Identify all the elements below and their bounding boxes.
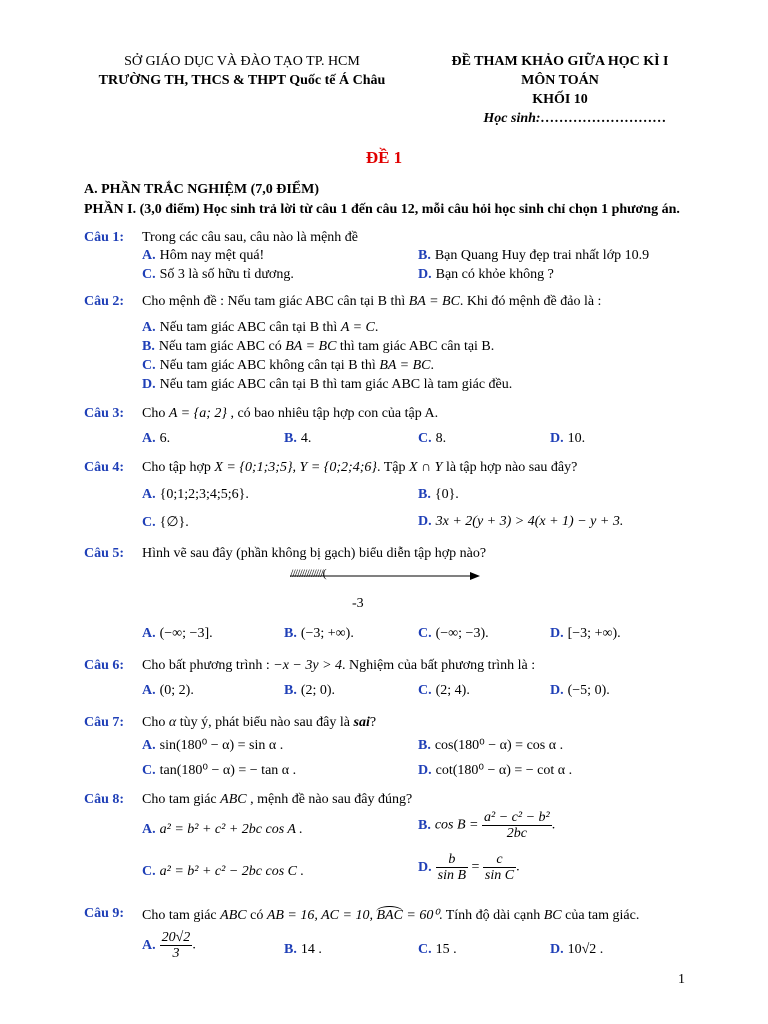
student-field: Học sinh:………………………	[483, 111, 667, 126]
fraction: $\frac{20√2}{3}$	[161, 930, 191, 961]
q9-option-b: B. 14 .	[284, 942, 322, 957]
q3-option-a: A. 6.	[142, 431, 171, 446]
q1-option-d: D. Bạn có khỏe không ?	[418, 267, 554, 282]
question-label: Câu 8:	[84, 792, 125, 807]
q1-option-a: A. Hôm nay mệt quá!	[142, 248, 265, 263]
q9-option-a: A. $\frac{20√2}{3}$ .	[142, 930, 196, 961]
q5-option-b: B. (−3; +∞).	[284, 626, 354, 641]
q9-option-c: C. 15 .	[418, 942, 457, 957]
q7-option-a: A. sin(180⁰ − α) = sin α .	[142, 738, 284, 753]
q5-option-c: C. (−∞; −3).	[418, 626, 489, 641]
question-label: Câu 9:	[84, 906, 125, 921]
q4-option-d: D. 3x + 2(y + 3) > 4(x + 1) − y + 3.	[418, 514, 624, 529]
q4-option-c: C. {∅}.	[142, 515, 189, 530]
part1-instructions: PHẦN I. (3,0 điểm) Học sinh trả lời từ câu 1 đến câu 12, mỗi câu hỏi học sinh chỉ chọn 1 phương án.	[84, 202, 680, 217]
q9-option-d: D. 10√2 .	[550, 942, 604, 957]
subject: MÔN TOÁN	[521, 73, 599, 88]
question-label: Câu 3:	[84, 406, 125, 421]
q4-option-b: B. {0}.	[418, 487, 459, 502]
question-text: Trong các câu sau, câu nào là mệnh đề	[142, 230, 359, 245]
question-label: Câu 4:	[84, 460, 125, 475]
q5-option-d: D. [−3; +∞).	[550, 626, 621, 641]
section-a-title: A. PHẦN TRẮC NGHIỆM (7,0 ĐIỂM)	[84, 182, 320, 197]
q5-option-a: A. (−∞; −3].	[142, 626, 213, 641]
q8-option-a: A. a² = b² + c² + 2bc cos A .	[142, 822, 303, 837]
q2-option-c: C. Nếu tam giác ABC không cân tại B thì BA = BC.	[142, 358, 434, 373]
q6-option-d: D. (−5; 0).	[550, 683, 610, 698]
school-name: TRƯỜNG TH, THCS & THPT Quốc tế Á Châu	[98, 73, 386, 88]
header-left	[72, 52, 412, 90]
q6-option-b: B. (2; 0).	[284, 683, 336, 698]
exam-title: ĐỀ THAM KHẢO GIỮA HỌC KÌ I	[451, 54, 669, 69]
number-line-point: -3	[352, 596, 364, 611]
question-label: Câu 5:	[84, 546, 125, 561]
q4-option-a: A. {0;1;2;3;4;5;6}.	[142, 487, 249, 502]
q8-option-b: B. cos B = $\frac{\text{a² − c² − b²}}{2bc}$ .	[418, 810, 556, 841]
question-label: Câu 7:	[84, 715, 125, 730]
q7-option-b: B. cos(180⁰ − α) = cos α .	[418, 738, 564, 753]
q8-option-d: D. $\frac{b}{\text{sin B}}$ = $\frac{c}{\text{sin C}}$ .	[418, 852, 520, 883]
q2-option-b: B. Nếu tam giác ABC có BA = BC thì tam giác ABC cân tại B.	[142, 339, 495, 354]
q1-option-b: B. Bạn Quang Huy đẹp trai nhất lớp 10.9	[418, 248, 650, 263]
fraction: $\frac{b}{\text{sin B}}$	[437, 852, 467, 883]
question-label: Câu 6:	[84, 658, 125, 673]
q1-option-c: C. Số 3 là số hữu tỉ dương.	[142, 267, 294, 282]
angle-symbol: BAC	[376, 908, 403, 923]
q7-option-c: C. tan(180⁰ − α) = − tan α .	[142, 763, 297, 778]
q3-option-c: C. 8.	[418, 431, 447, 446]
header-right	[420, 52, 700, 128]
q8-option-c: C. a² = b² + c² − 2bc cos C .	[142, 864, 304, 879]
q2-option-a: A. Nếu tam giác ABC cân tại B thì A = C.	[142, 320, 379, 335]
number-line	[290, 566, 480, 586]
question-label: Câu 2:	[84, 294, 125, 309]
hatched-region: //////////////(	[290, 566, 326, 580]
question-text: Hình vẽ sau đây (phần không bị gạch) biểu diễn tập hợp nào?	[142, 546, 487, 561]
q7-option-d: D. cot(180⁰ − α) = − cot α .	[418, 763, 573, 778]
q3-option-b: B. 4.	[284, 431, 312, 446]
exam-code: ĐỀ 1	[365, 148, 403, 167]
fraction: $\frac{\text{a² − c² − b²}}{2bc}$	[484, 810, 550, 841]
question-label: Câu 1:	[84, 230, 125, 245]
department: SỞ GIÁO DỤC VÀ ĐÀO TẠO TP. HCM	[124, 54, 360, 69]
q6-option-a: A. (0; 2).	[142, 683, 194, 698]
exam-page: SỞ GIÁO DỤC VÀ ĐÀO TẠO TP. HCM TRƯỜNG TH, THCS & THPT Quốc tế Á Châu ĐỀ THAM KHẢO GIỮA HỌC KÌ I MÔN TOÁN KHỐI 10 Học sinh:……………………… ĐỀ 1 A. PHẦN TRẮC NGHIỆM (7,0 ĐIỂM) PHẦN I. (3,0 điểm) Học sinh trả lời từ câu 1 đến câu 12, mỗi câu hỏi học sinh chỉ chọn 1 phương án. Câu 1: Trong các câu sau, câu nào là mệnh đề A. Hôm nay mệt quá! B. Bạn Quang Huy đẹp trai nhất lớp 10.9 C. Số 3 là số hữu tỉ dương. D. Bạn có khỏe không ? Câu 2: Cho mệnh đề : Nếu tam giác ABC cân tại B thì BA = BC. Khi đó mệnh đề đảo là : A. Nếu tam giác ABC cân tại B thì A = C. B. Nếu tam giác ABC có BA = BC thì tam giác ABC cân tại B. C. Nếu tam giác ABC không cân tại B thì BA = BC. D. Nếu tam giác ABC cân tại B thì tam giác ABC là tam giác đều. Câu 3: Cho A = {a; 2} , có bao nhiêu tập hợp con của tập A. A. 6. B. 4. C. 8. D. 10. Câu 4: Cho tập hợp X = {0;1;3;5}, Y = {0;2;4;6}. Tập X ∩ Y là tập hợp nào sau đây? A. {0;1;2;3;4;5;6}. B. {0}. C. {∅}. D. 3x + 2(y + 3) > 4(x + 1) − y + 3. Câu 5: Hình vẽ sau đây (phần không bị gạch) biểu diễn tập hợp nào? //////////////( -3 A. (−∞; −3]. B. (−3; +∞). C. (−∞; −3). D. [−3; +∞). Câu 6: Cho bất phương trình : −x − 3y > 4. Nghiệm của bất phương trình là : A. (0; 2). B. (2; 0). C. (2; 4). D. (−5; 0). Câu 7: Cho α tùy ý, phát biểu nào sau đây là sai? A. sin(180⁰ − α) = sin α . B. cos(180⁰ − α) = cos α . C. tan(180⁰ − α) = − tan α . D. cot(180⁰ − α) = − cot α . Câu 8: Cho tam giác ABC , mệnh đề nào sau đây đúng? A. a² = b² + c² + 2bc cos A . B. cos B = $\frac{\text{a² − c² − b²}}{2bc}$ . C. a² = b² + c² − 2bc cos C . D. $\frac{b}{\text{sin B}}$ = $\frac{c}{\text{sin C}}$ . Câu 9: Cho tam giác ABC có AB = 16, AC = 10, BAC = 60⁰. Tính độ dài cạnh BC của tam giác. A. $\frac{20√2}{3}$ . B. 14 . C. 15 . D. 10√2 . 1	[0, 0, 768, 1024]
grade: KHỐI 10	[532, 92, 588, 107]
q3-option-d: D. 10.	[550, 431, 586, 446]
q2-option-d: D. Nếu tam giác ABC cân tại B thì tam giác ABC là tam giác đều.	[142, 377, 513, 392]
q6-option-c: C. (2; 4).	[418, 683, 470, 698]
fraction: $\frac{c}{\text{sin C}}$	[484, 852, 515, 883]
page-number: 1	[678, 972, 685, 987]
